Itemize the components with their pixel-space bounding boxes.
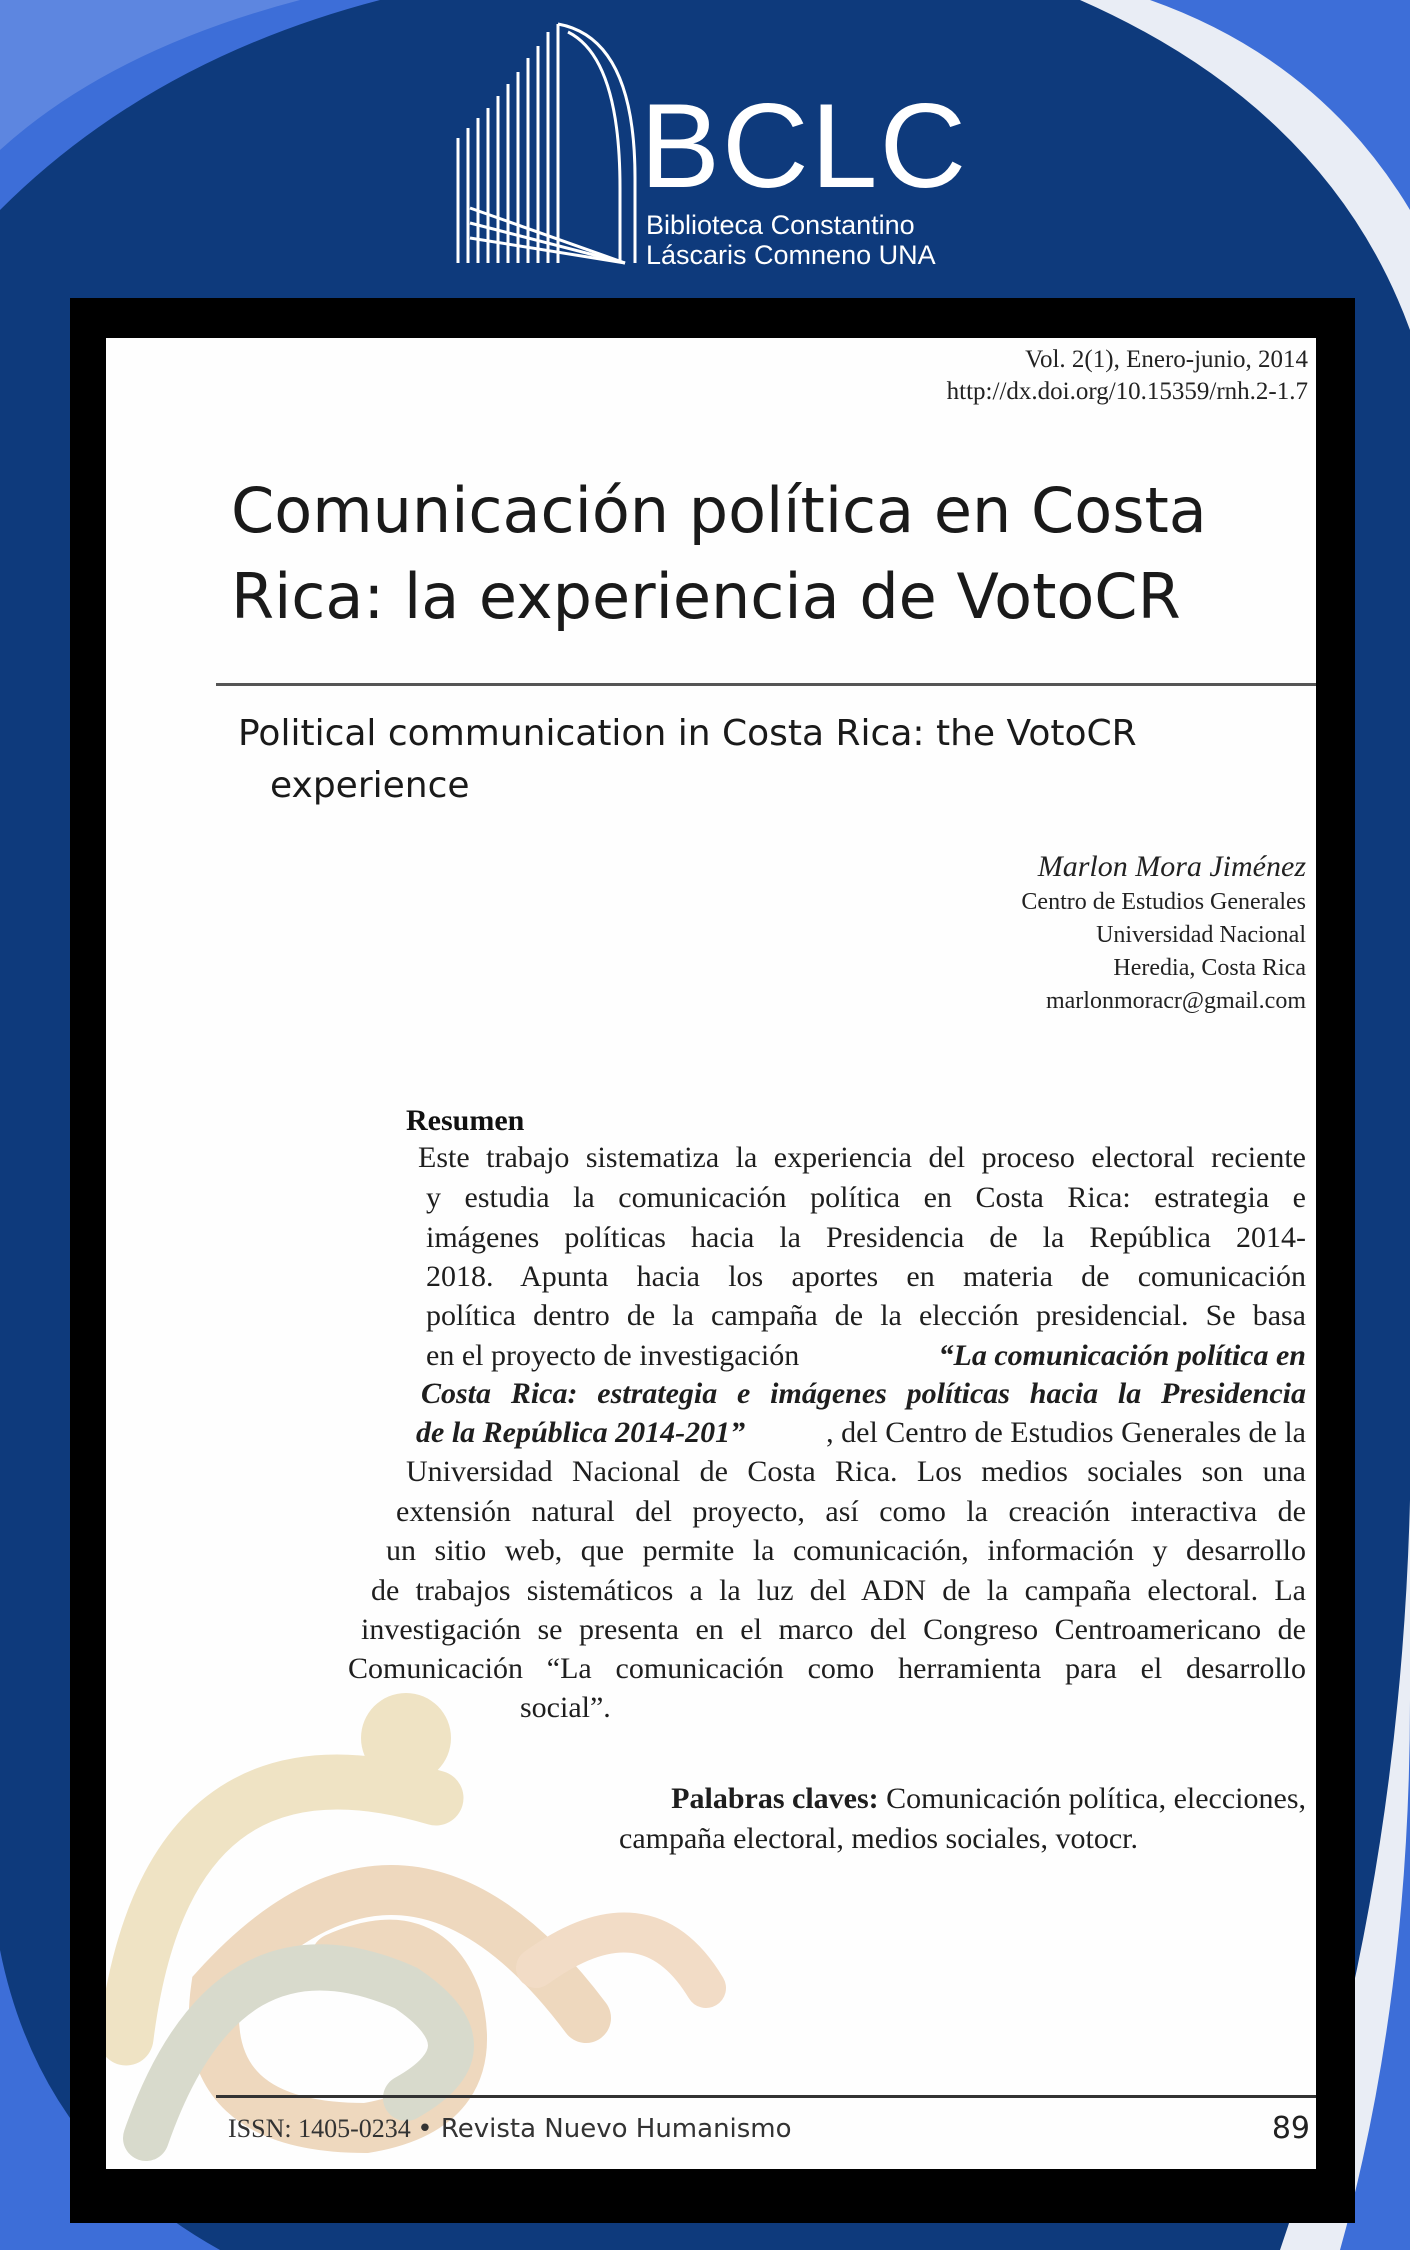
abstract-line: extensión natural del proyecto, así como la creación interactiva de <box>396 1495 1306 1528</box>
logo-subtitle <box>646 210 936 270</box>
abstract-line: investigación se presenta en el marco del Congreso Centroamericano de <box>361 1613 1306 1646</box>
keywords-line-2: campaña electoral, medios sociales, votocr. <box>619 1822 1138 1855</box>
project-title-emphasis: “La comunicación política en <box>938 1339 1306 1372</box>
footer-issn <box>228 2114 792 2144</box>
author-affiliation-2: Universidad Nacional <box>1096 922 1306 948</box>
author-email[interactable]: marlonmoracr@gmail.com <box>1045 988 1306 1014</box>
keywords-line-1 <box>671 1782 1306 1816</box>
author-block <box>1021 848 1306 1018</box>
abstract-line-mixed <box>416 1413 1306 1453</box>
title-divider <box>216 683 1316 686</box>
logo-line-2: Láscaris Comneno UNA <box>646 240 936 270</box>
author-affiliation-1: Centro de Estudios Generales <box>1021 889 1306 915</box>
abstract-line: Este trabajo sistematiza la experiencia del proceso electoral reciente <box>418 1141 1306 1174</box>
subtitle-line-1: Political communication in Costa Rica: the VotoCR <box>238 713 1137 754</box>
author-location: Heredia, Costa Rica <box>1113 955 1306 981</box>
article-title: Comunicación política en Costa Rica: la experiencia de VotoCR <box>231 474 1207 633</box>
project-title-emphasis: Costa Rica: estrategia e imágenes políticas hacia la Presidencia <box>421 1377 1306 1410</box>
abstract-line: un sitio web, que permite la comunicación, información y desarrollo <box>386 1534 1306 1567</box>
logo-acronym: BCLC <box>640 79 969 213</box>
abstract-text: en el proyecto de investigación <box>426 1339 800 1372</box>
journal-name: • Revista Nuevo Humanismo <box>417 2114 792 2144</box>
article-subtitle <box>238 708 1238 812</box>
abstract-line: imágenes políticas hacia la Presidencia de la República 2014- <box>426 1221 1306 1254</box>
abstract-line: de trabajos sistemáticos a la luz del ADN de la campaña electoral. La <box>371 1574 1306 1607</box>
bclc-logo <box>450 18 970 268</box>
abstract-heading: Resumen <box>406 1104 525 1137</box>
abstract-line: social”. <box>520 1691 611 1724</box>
doi-link[interactable]: http://dx.doi.org/10.15359/rnh.2-1.7 <box>946 378 1308 405</box>
keywords-label: Palabras claves: <box>671 1782 879 1815</box>
issn-number: ISSN: 1405-0234 <box>228 2114 411 2143</box>
abstract-line-mixed <box>426 1336 1306 1376</box>
library-building-icon <box>450 18 650 268</box>
abstract-line: 2018. Apunta hacia los aportes en materia de comunicación <box>426 1260 1306 1293</box>
abstract-text: , del Centro de Estudios Generales de la <box>826 1416 1306 1449</box>
abstract-line: Comunicación “La comunicación como herramienta para el desarrollo <box>348 1652 1306 1685</box>
abstract-line: y estudia la comunicación política en Costa Rica: estrategia e <box>426 1181 1306 1214</box>
keywords-values: Comunicación política, elecciones, <box>886 1782 1306 1815</box>
author-name: Marlon Mora Jiménez <box>1037 850 1306 883</box>
abstract-line: política dentro de la campaña de la elección presidencial. Se basa <box>426 1299 1306 1332</box>
volume-info: Vol. 2(1), Enero-junio, 2014 <box>1025 346 1308 373</box>
project-title-emphasis: de la República 2014-201” <box>416 1416 746 1449</box>
page-number: 89 <box>1271 2111 1310 2146</box>
subtitle-line-2: experience <box>270 765 470 806</box>
document-page <box>106 338 1316 2169</box>
swirl-watermark-icon <box>106 1658 746 2169</box>
logo-line-1: Biblioteca Constantino <box>646 210 915 240</box>
footer-divider <box>216 2095 1316 2098</box>
abstract-line: Universidad Nacional de Costa Rica. Los medios sociales son una <box>406 1455 1306 1488</box>
